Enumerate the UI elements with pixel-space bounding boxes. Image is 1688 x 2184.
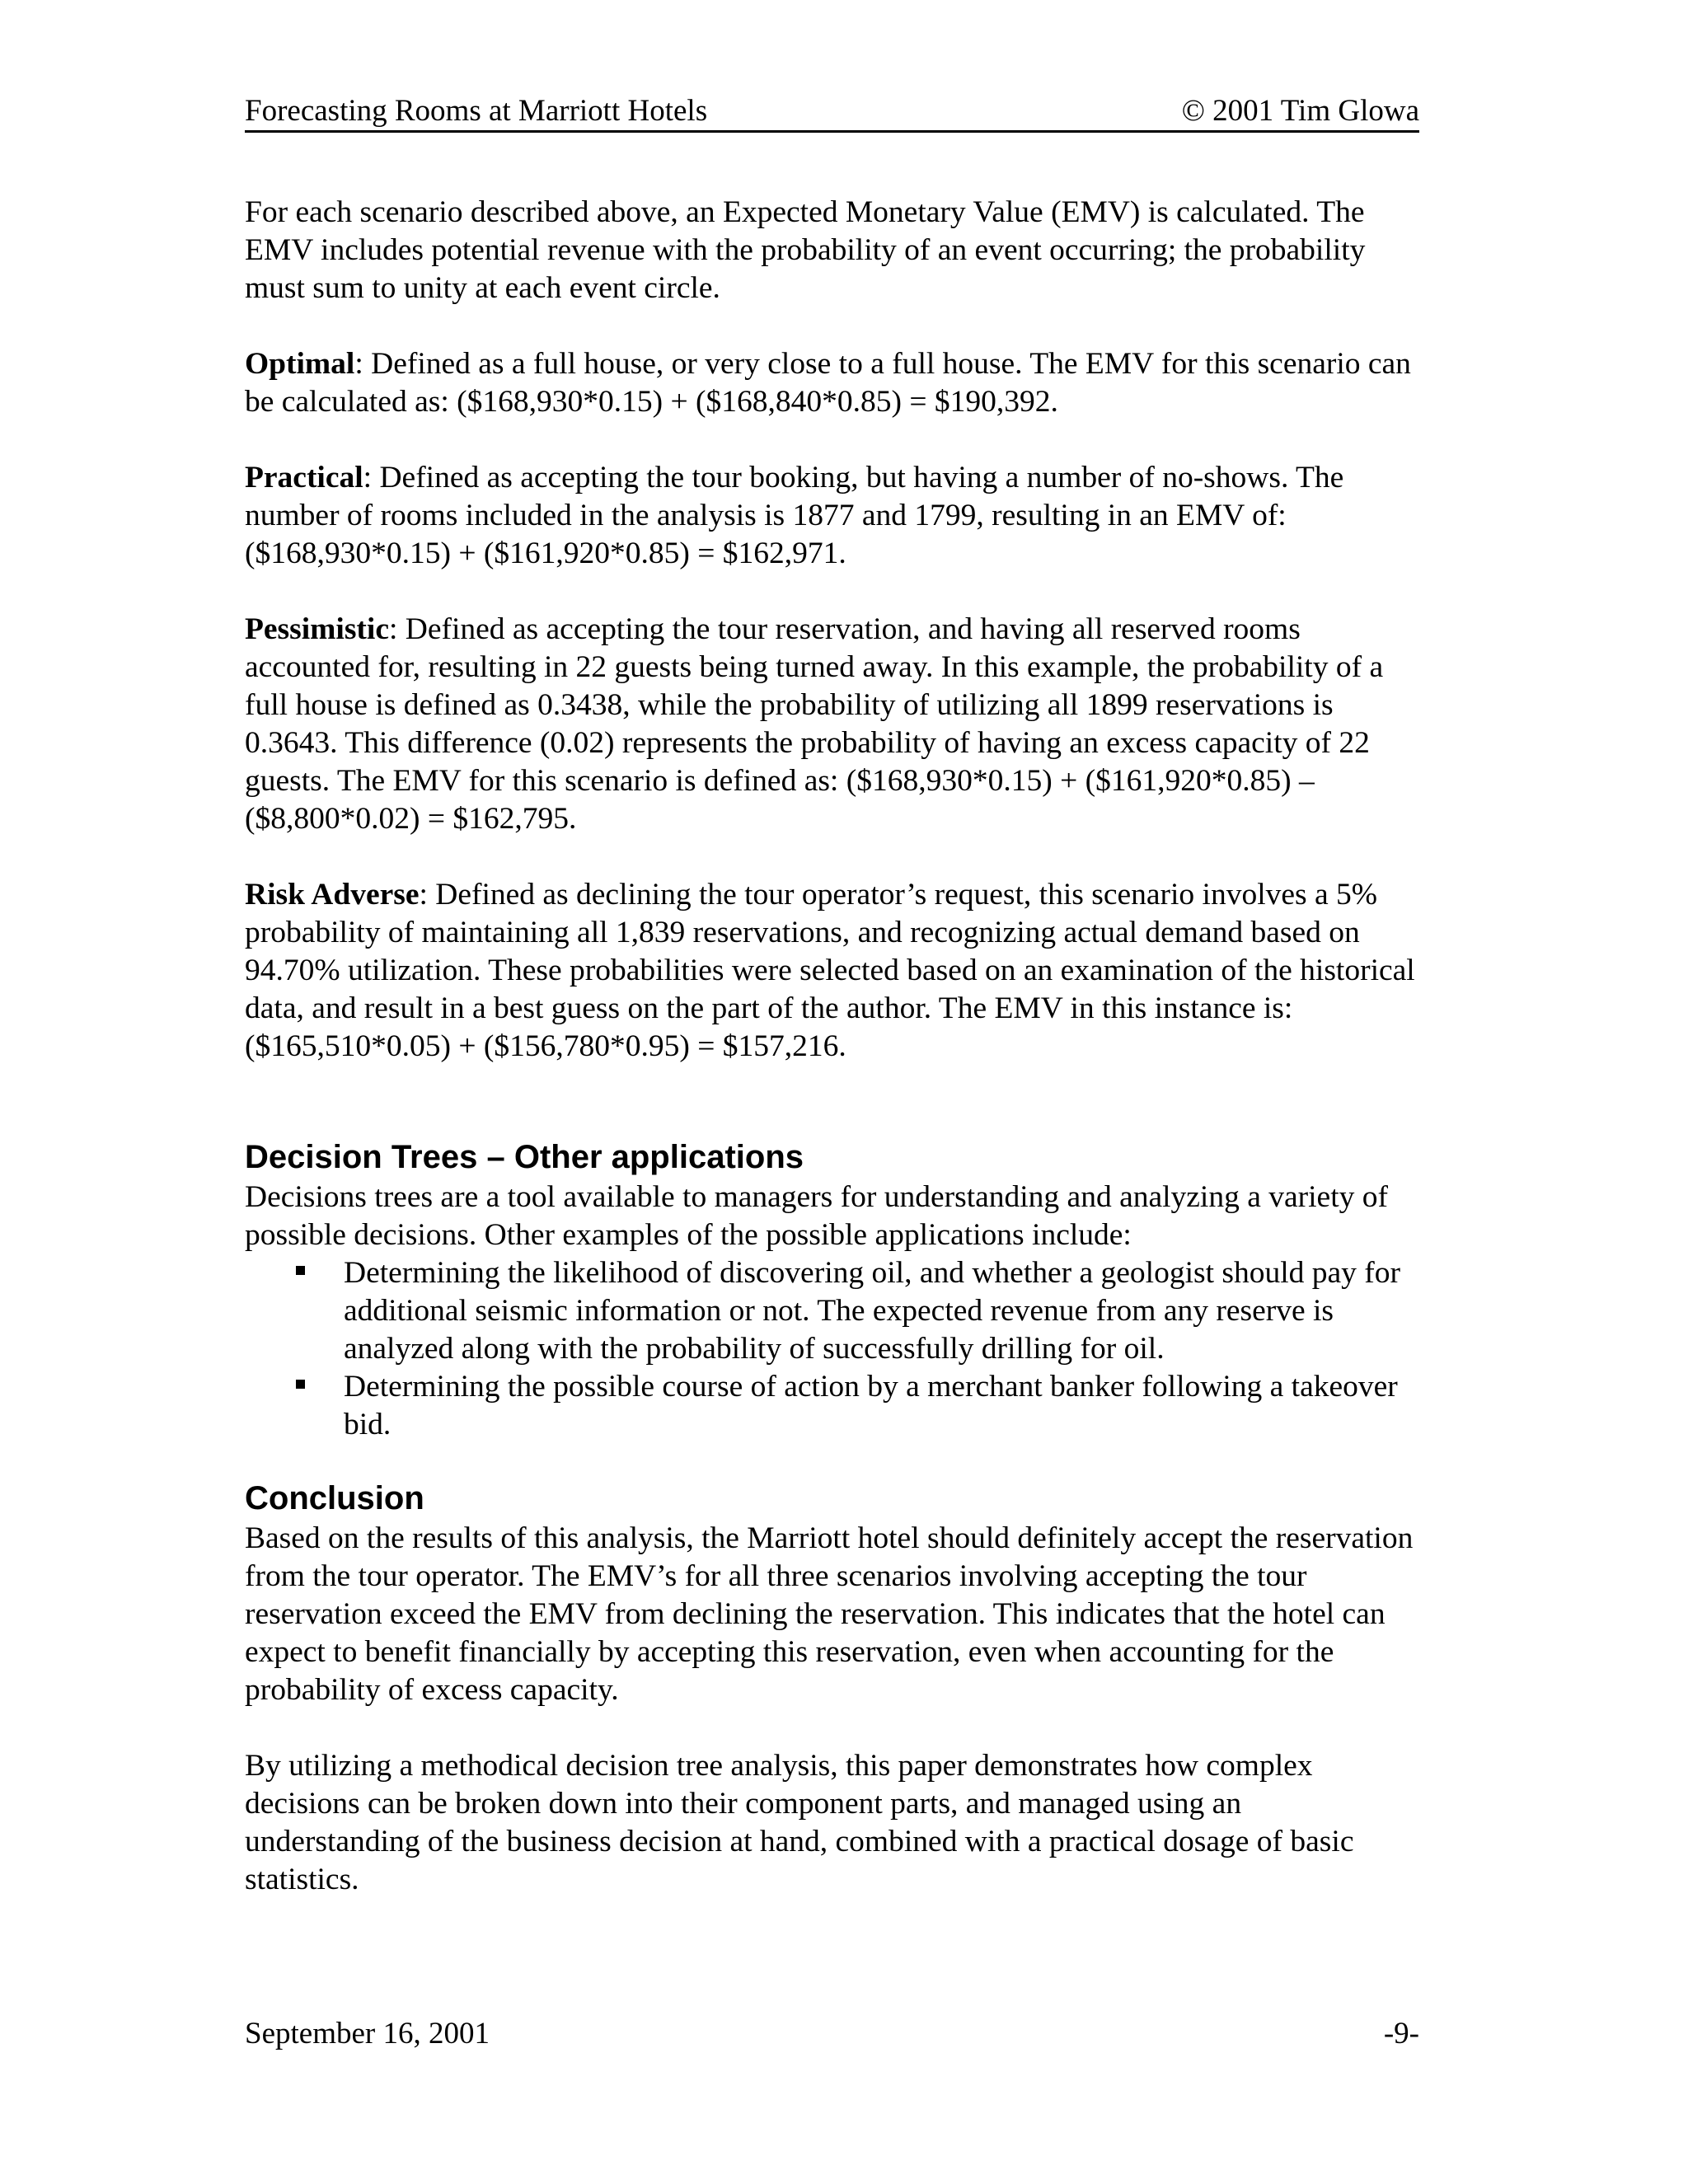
header-copyright: © 2001 Tim Glowa	[1181, 94, 1419, 128]
scenario-label: Risk Adverse	[245, 878, 420, 912]
document-page	[245, 0, 1419, 2184]
bullet-icon	[296, 1380, 305, 1389]
bullet-icon	[296, 1266, 305, 1275]
decision-trees-intro: Decisions trees are a tool available to managers for understanding and analyzing a variety of possible decisions. Other examples of the possible applications include:	[245, 1180, 1388, 1252]
list-item	[245, 1254, 1419, 1368]
scenario-text: : Defined as declining the tour operator’s request, this scenario involves a 5% probability of maintaining all 1,839 reservations, and recognizing actual demand based on 94.70% utilization. These probabilities were selected based on an examination of the historical data, and result in a best guess on the part of the author. The EMV in this instance is: ($165,510*0.05) + ($156,780*0.95) = $157,216.	[245, 878, 1415, 1063]
page-number: -9-	[1383, 2017, 1419, 2050]
scenario-optimal	[245, 345, 1419, 421]
scenario-text: : Defined as accepting the tour booking, but having a number of no-shows. The number of rooms included in the analysis is 1877 and 1799, resulting in an EMV of: ($168,930*0.15) + ($161,920*0.85) = $162,971.	[245, 461, 1344, 570]
list-item-text: Determining the possible course of action by a merchant banker following a takeover bid.	[344, 1370, 1398, 1441]
conclusion-heading: Conclusion	[245, 1480, 424, 1516]
scenario-label: Optimal	[245, 347, 355, 381]
list-item	[245, 1368, 1419, 1444]
page-footer	[245, 2015, 1419, 2053]
page-header	[245, 92, 1419, 133]
list-item-text: Determining the likelihood of discovering oil, and whether a geologist should pay for additional seismic information or not. The expected revenue from any reserve is analyzed along with the probability of successfully drilling for oil.	[344, 1256, 1401, 1366]
scenario-text: : Defined as accepting the tour reservation, and having all reserved rooms accounted for, resulting in 22 guests being turned away. In this example, the probability of a full house is defined as 0.3438, while the probability of utilizing all 1899 reservations is 0.3643. This difference (0.02) represents the probability of having an excess capacity of 22 guests. The EMV for this scenario is defined as: ($168,930*0.15) + ($161,920*0.85) – ($8,800*0.02) = $162,795.	[245, 612, 1384, 836]
applications-list	[245, 1254, 1419, 1444]
scenario-label: Practical	[245, 461, 363, 494]
scenario-risk-adverse	[245, 876, 1419, 1066]
intro-paragraph: For each scenario described above, an Expected Monetary Value (EMV) is calculated. The EMV includes potential revenue with the probability of an event occurring; the probability must sum to unity at each event circle.	[245, 195, 1366, 305]
header-title: Forecasting Rooms at Marriott Hotels	[245, 94, 708, 128]
footer-date: September 16, 2001	[245, 2017, 490, 2050]
scenario-label: Pessimistic	[245, 612, 389, 646]
conclusion-paragraph: Based on the results of this analysis, the Marriott hotel should definitely accept the reservation from the tour operator. The EMV’s for all three scenarios involving accepting the tour reservation exceed the EMV from declining the reservation. This indicates that the hotel can expect to benefit financially by accepting this reservation, even when accounting for the probability of excess capacity.	[245, 1521, 1414, 1707]
decision-trees-heading: Decision Trees – Other applications	[245, 1139, 804, 1175]
page-content	[245, 194, 1419, 1899]
scenario-practical	[245, 459, 1419, 573]
scenario-text: : Defined as a full house, or very close to a full house. The EMV for this scenario can be calculated as: ($168,930*0.15) + ($168,840*0.85) = $190,392.	[245, 347, 1411, 419]
scenario-pessimistic	[245, 611, 1419, 838]
conclusion-paragraph: By utilizing a methodical decision tree analysis, this paper demonstrates how complex decisions can be broken down into their component parts, and managed using an understanding of the business decision at hand, combined with a practical dosage of basic statistics.	[245, 1749, 1354, 1896]
